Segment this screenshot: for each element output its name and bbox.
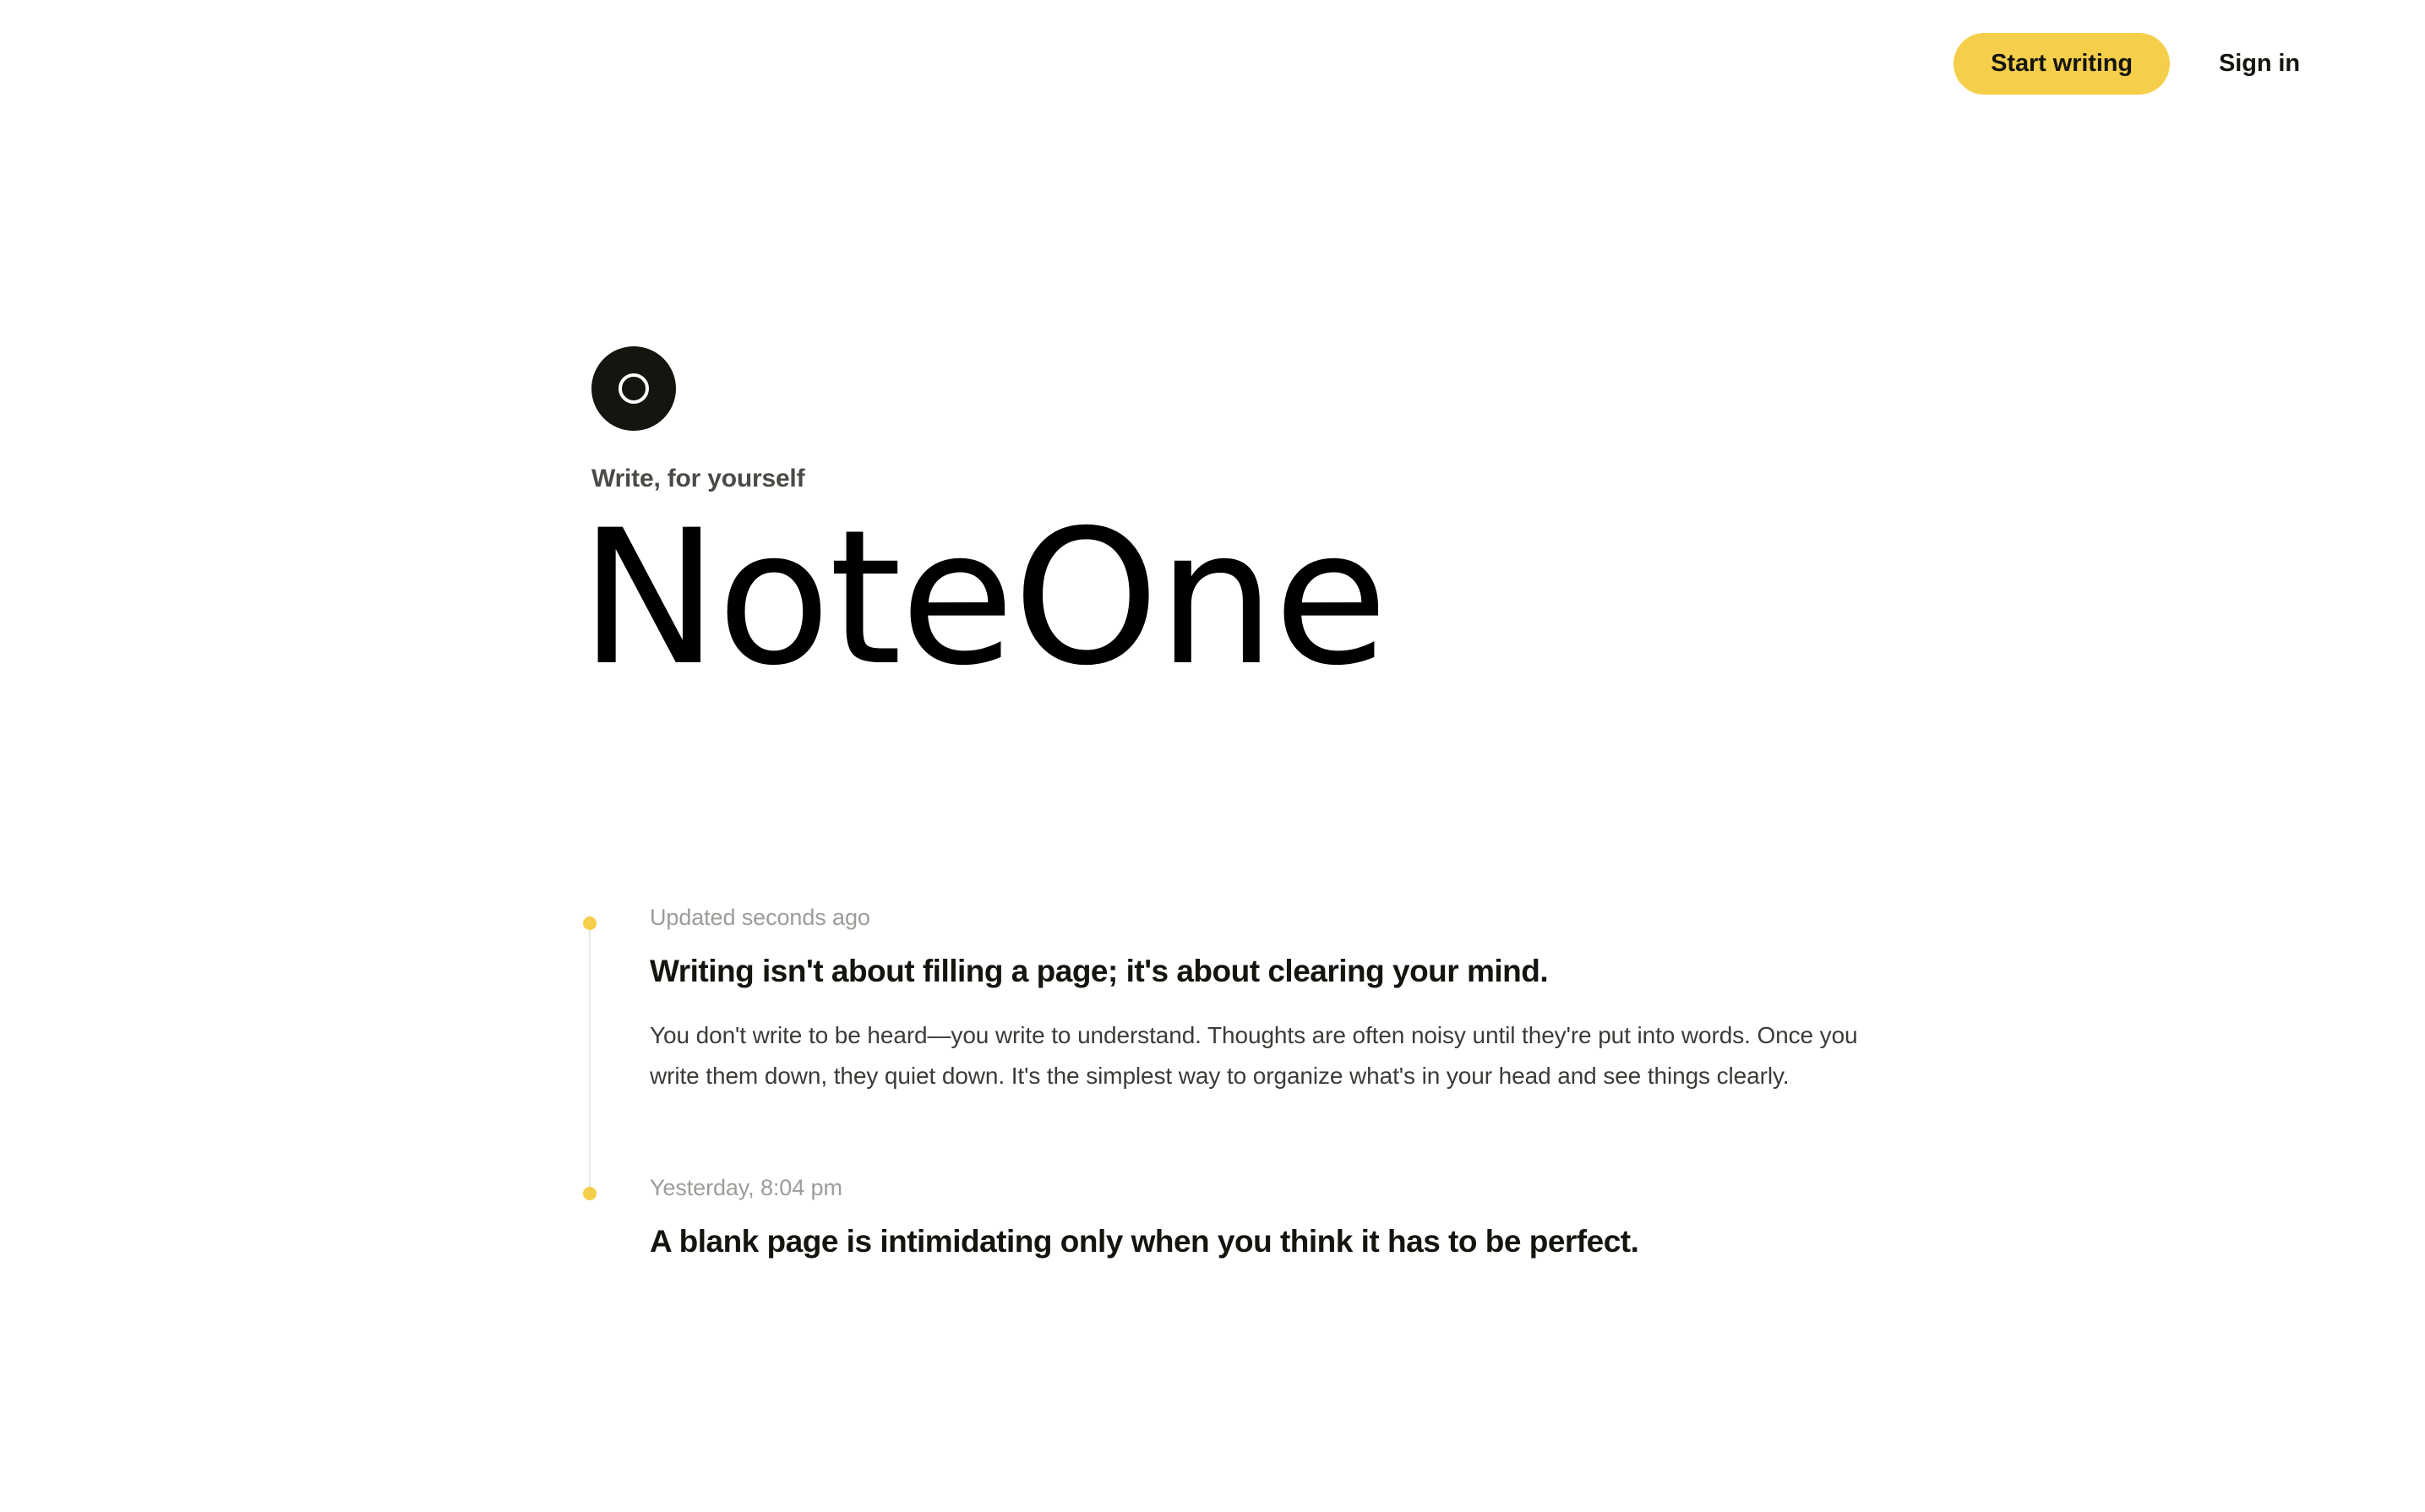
timeline-dot-icon [583,1187,597,1200]
note-timestamp: Updated seconds ago [650,905,870,930]
top-navigation-bar [0,0,2425,127]
timeline-rail [589,916,591,1189]
note-title[interactable]: A blank page is intimidating only when you think it has to be perfect. [650,1224,1639,1259]
note-timestamp: Yesterday, 8:04 pm [650,1175,842,1201]
timeline-dot-icon [583,916,597,930]
page-title: NoteOne [580,490,1387,706]
list-item[interactable] [589,904,1907,1174]
hero-tagline: Write, for yourself [591,465,805,492]
sign-in-button[interactable]: Sign in [2204,40,2315,88]
logo-inner-ring [619,373,649,404]
note-timeline [589,904,1907,1262]
note-body: You don't write to be heard—you write to understand. Thoughts are often noisy until they're put into words. Once you write them down, they quiet down. It's the simplest way to organize what's in your head and see things clearly. [650,1021,1858,1089]
circle-ring-icon [591,346,676,431]
note-title[interactable]: Writing isn't about filling a page; it's about clearing your mind. [650,954,1549,989]
start-writing-button[interactable]: Start writing [1954,33,2170,95]
list-item[interactable] [589,1174,1907,1262]
hero-section [580,346,1943,706]
